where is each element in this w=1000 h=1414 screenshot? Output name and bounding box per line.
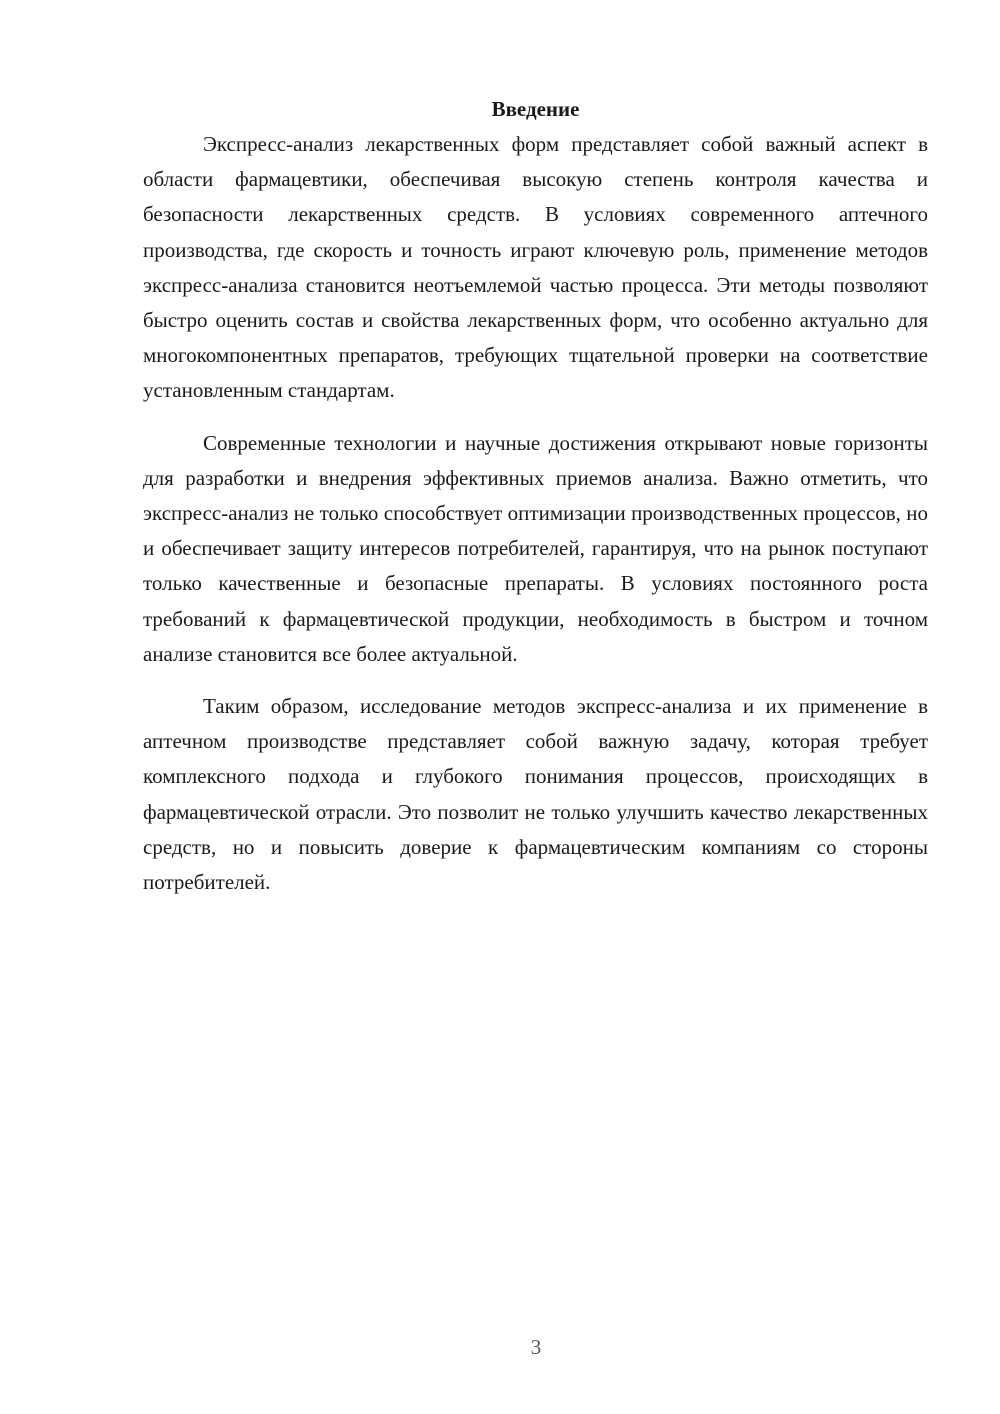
paragraph-1: Экспресс-анализ лекарственных форм представляет собой важный аспект в области фармацевтики, обеспечивая высокую степень контроля качества и безопасности лекарственных средств. В условиях современного аптечного производства, где скорость и точность играют ключевую роль, применение методов экспресс-анализа становится неотъемлемой частью процесса. Эти методы позволяют быстро оценить состав и свойства лекарственных форм, что особенно актуально для многокомпонентных препаратов, требующих тщательной проверки на соответствие установленным стандартам. — [143, 132, 928, 403]
section-title: Введение — [491, 97, 580, 121]
page-content — [143, 92, 928, 917]
page-number: 3 — [530, 1335, 542, 1359]
paragraph-3: Таким образом, исследование методов экспресс-анализа и их применение в аптечном производстве представляет собой важную задачу, которая требует комплексного подхода и глубокого понимания процессов, происходящих в фармацевтической отрасли. Это позволит не только улучшить качество лекарственных средств, но и повысить доверие к фармацевтическим компаниям со стороны потребителей. — [143, 694, 928, 895]
paragraph-2: Современные технологии и научные достижения открывают новые горизонты для разработки и внедрения эффективных приемов анализа. Важно отметить, что экспресс-анализ не только способствует оптимизации производственных процессов, но и обеспечивает защиту интересов потребителей, гарантируя, что на рынок поступают только качественные и безопасные препараты. В условиях постоянного роста требований к фармацевтической продукции, необходимость в быстром и точном анализе становится все более актуальной. — [143, 430, 928, 666]
